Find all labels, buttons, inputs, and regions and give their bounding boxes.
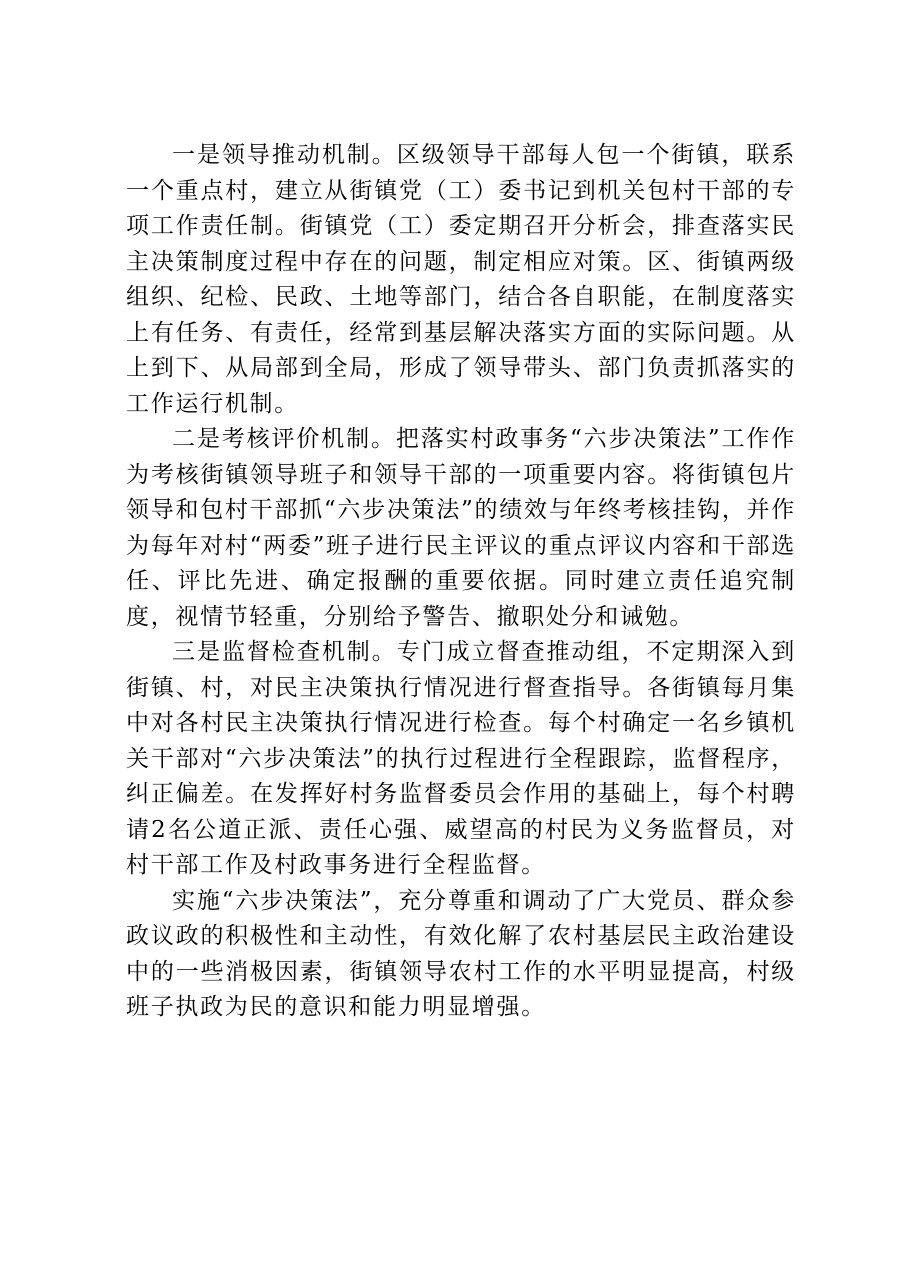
paragraph-conclusion: 实施“六步决策法”，充分尊重和调动了广大党员、群众参政议政的积极性和主动性，有效化解了农村基层民主政治建设中的一些消极因素，街镇领导农村工作的水平明显提高，村级班子执政为民的意识和能力明显增强。 xyxy=(126,887,796,1020)
paragraph-supervision-mechanism: 三是监督检查机制。专门成立督查推动组，不定期深入到街镇、村，对民主决策执行情况进行督查指导。各街镇每月集中对各村民主决策执行情况进行检查。每个村确定一名乡镇机关干部对“六步决策法”的执行过程进行全程跟踪，监督程序，纠正偏差。在发挥好村务监督委员会作用的基础上，每个村聘请2名公道正派、责任心强、威望高的村民为义务监督员，对村干部工作及村政事务进行全程监督。 xyxy=(126,639,796,878)
document-body xyxy=(126,138,796,1026)
paragraph-evaluation-mechanism: 二是考核评价机制。把落实村政事务“六步决策法”工作作为考核街镇领导班子和领导干部的一项重要内容。将街镇包片领导和包村干部抓“六步决策法”的绩效与年终考核挂钩，并作为每年对村“两委”班子进行民主评议的重点评议内容和干部选任、评比先进、确定报酬的重要依据。同时建立责任追究制度，视情节轻重，分别给予警告、撤职处分和诫勉。 xyxy=(126,426,796,630)
paragraph-leadership-mechanism: 一是领导推动机制。区级领导干部每人包一个街镇，联系一个重点村，建立从街镇党（工）委书记到机关包村干部的专项工作责任制。街镇党（工）委定期召开分析会，排查落实民主决策制度过程中存在的问题，制定相应对策。区、街镇两级组织、纪检、民政、土地等部门，结合各自职能，在制度落实上有任务、有责任，经常到基层解决落实方面的实际问题。从上到下、从局部到全局，形成了领导带头、部门负责抓落实的工作运行机制。 xyxy=(126,142,796,417)
